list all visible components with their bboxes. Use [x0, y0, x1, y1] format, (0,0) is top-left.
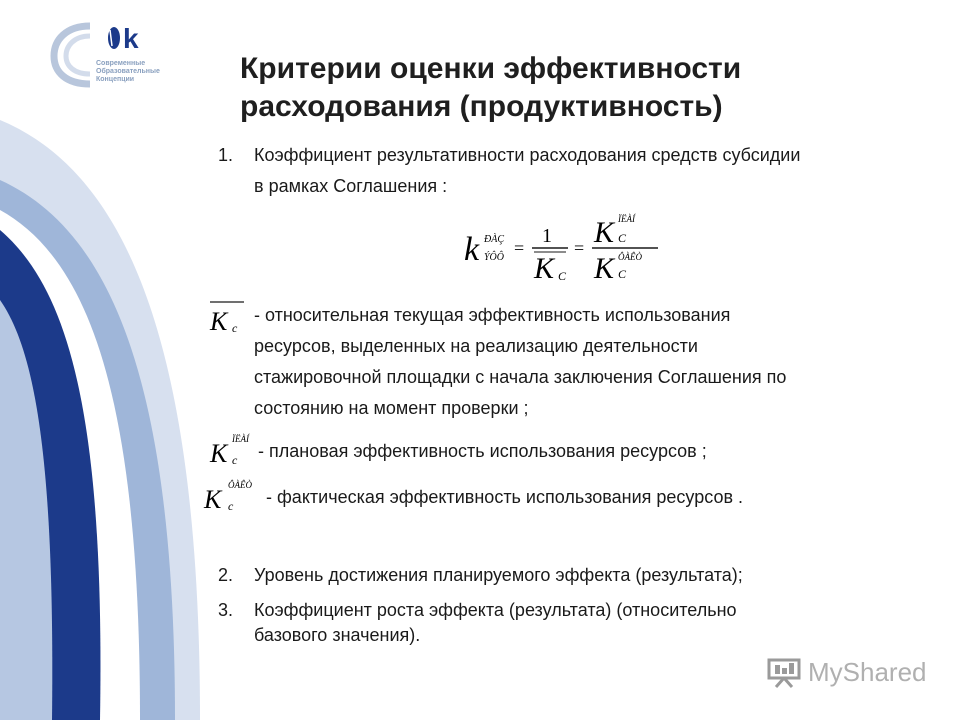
page-title: [240, 50, 920, 126]
svg-text:k: k: [123, 23, 139, 54]
definition-2-text: [258, 436, 707, 467]
definition-line: - относительная текущая эффективность использования: [254, 305, 731, 325]
symbol-k-c-bar: [206, 296, 250, 336]
list-number: 3.: [218, 600, 234, 620]
formula-lhs-sup: ÐÀÇ: [484, 234, 504, 245]
watermark-text: [808, 657, 927, 688]
symbol-sup: ÏËÀÍ: [232, 434, 249, 444]
logo-line: Концепции: [96, 76, 135, 83]
myshared-watermark: [766, 655, 936, 691]
formula-frac2-den: K: [594, 252, 615, 285]
list-item-text: [254, 560, 914, 591]
list-item-text: [254, 140, 914, 202]
symbol-sub: c: [228, 499, 234, 513]
formula-equals: =: [514, 238, 525, 258]
formula-frac1-den-sub: C: [558, 269, 567, 283]
symbol-main: K: [210, 307, 228, 336]
formula-frac2-den-sub: C: [618, 267, 627, 281]
logo-line: Современные: [96, 60, 146, 67]
list-item-line: Коэффициент роста эффекта (результата) (относительно: [254, 600, 737, 620]
formula-equals-2: =: [574, 238, 585, 258]
list-number: 1.: [218, 145, 234, 165]
definition-line: стажировочной площадки с начала заключения Соглашения по: [254, 367, 787, 387]
symbol-k-c-fact: [200, 474, 266, 514]
definition-line: состоянию на момент проверки ;: [254, 398, 529, 418]
formula-frac2-num: K: [594, 216, 615, 249]
list-item-line: базового значения).: [254, 625, 421, 645]
presentation-icon: [766, 657, 802, 689]
list-item-line: Коэффициент результативности расходования средств субсидии: [254, 145, 801, 165]
formula-lhs: k: [464, 231, 480, 268]
definition-3-text: [266, 482, 743, 513]
symbol-sub: c: [232, 453, 238, 467]
watermark-brand-a: My: [808, 657, 843, 687]
list-number: 2.: [218, 565, 234, 585]
definition-1-text: [254, 300, 786, 424]
list-item-text: [254, 598, 914, 648]
symbol-main: K: [204, 485, 222, 514]
formula-frac2-num-sub: C: [618, 231, 627, 245]
symbol-sup: ÔÀÊÒ: [228, 480, 252, 490]
definition-line: - плановая эффективность использования ресурсов ;: [258, 441, 707, 461]
list-item-line: в рамках Соглашения :: [254, 176, 448, 196]
formula-frac1-num: 1: [542, 225, 552, 247]
formula-frac2-den-sup: ÔÀÊÒ: [618, 252, 642, 262]
definition-line: ресурсов, выделенных на реализацию деятельности: [254, 336, 698, 356]
symbol-main: K: [210, 439, 228, 468]
formula-frac1-den: K: [534, 252, 555, 285]
definition-line: - фактическая эффективность использования ресурсов .: [266, 487, 744, 507]
title-line-2: расходования (продуктивность): [240, 90, 723, 123]
watermark-brand-b: Shared: [842, 657, 927, 687]
title-line-1: Критерии оценки эффективности: [240, 52, 742, 85]
formula-frac2-num-sup: ÏËÀÍ: [618, 214, 635, 224]
logo-line: Образовательные: [96, 68, 160, 75]
logo-text: [96, 60, 160, 84]
symbol-k-c-plan: [206, 428, 262, 468]
symbol-sub: c: [232, 321, 238, 335]
efficiency-formula: [462, 212, 662, 286]
formula-lhs-sub: ÝÔÔ: [484, 252, 505, 263]
list-item-line: Уровень достижения планируемого эффекта (результата);: [254, 565, 743, 585]
